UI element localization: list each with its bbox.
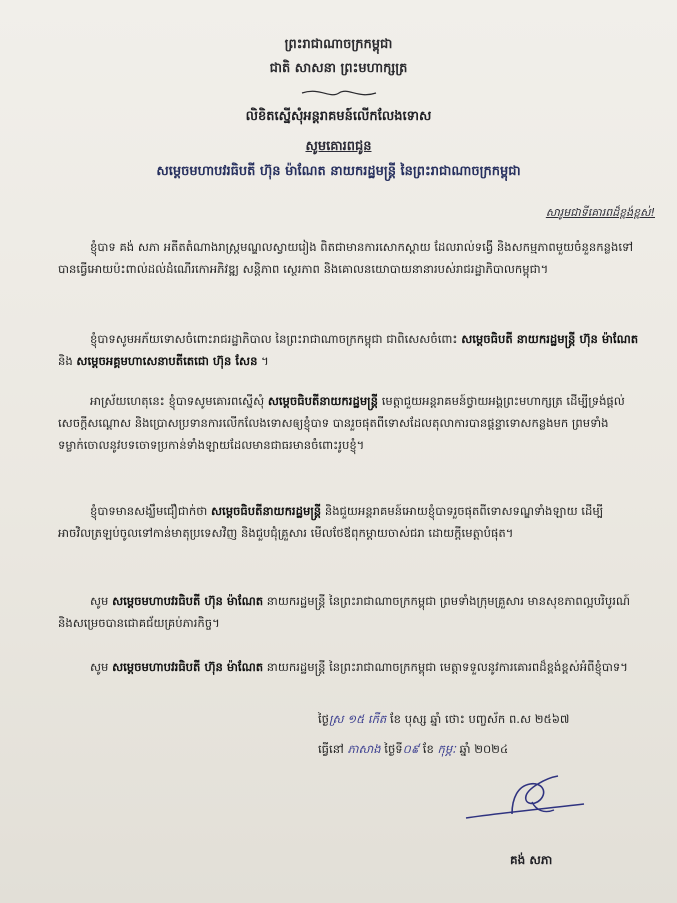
paragraph-3-rest: មេត្តាជួយអន្តរាគមន៍ថ្វាយអង្គព្រះមហាក្សត្រ ដើម្បីទ្រង់ផ្តល់សេចក្តីសណ្តោស និងប្រោសប្រទានការលើកលែងទោសឲ្យខ្ញុំបាទ បានរួចផុតពីទោសដែលតុលាការបានផ្តន្ទាទោសកន្លងមក ព្រមទាំងទម្លាក់ចោលនូវបទចោទប្រកាន់ទាំងឡាយដែលមានជាធរមានចំពោះរូបខ្ញុំ។ xyxy=(58,394,625,452)
solar-year: ឆ្នាំ ២០២៤ xyxy=(459,742,509,756)
paragraph-1-text: ខ្ញុំបាទ គង់ សភា អតីតតំណាងរាស្ត្រមណ្ឌលស្វាយរៀង ពិតជាមានការសោកស្តាយ ដែលរាល់ទង្វើ និងសកម្មភាពមួយចំនួនកន្លងទៅ បានធ្វើអោយប៉ះពាល់ដល់ដំណើរកោអភិវឌ្ឍ សន្តិភាព ស្ថេរភាព និងគោលនយោបាយនានារបស់រាជរដ្ឋាភិបាលកម្ពុជា។ xyxy=(58,240,634,276)
paragraph-2-mid: និង xyxy=(58,354,73,368)
kingdom-header: ព្រះរាជាណាចក្រកម្ពុជា xyxy=(284,37,393,52)
paragraph-3-bold: សម្តេចធិបតីនាយករដ្ឋមន្ត្រី xyxy=(267,394,378,408)
letter-title: លិខិតស្នើសុំអន្តរាគមន៍លើកលែងទោស xyxy=(245,109,432,124)
paragraph-6 xyxy=(58,656,643,678)
solar-date-line xyxy=(318,742,508,759)
paragraph-4-bold: សម្តេចធិបតីនាយករដ្ឋមន្ត្រី xyxy=(210,504,322,518)
paragraph-5-rest: នាយករដ្ឋមន្ត្រី នៃព្រះរាជាណាចក្រកម្ពុជា ព្រមទាំងក្រុមគ្រួសារ មានសុខភាពល្អបរិបូរណ៍ និងសម្រេចបានជោគជ័យគ្រប់ភារកិច្ច។ xyxy=(58,594,631,630)
lunar-date-handwritten: ស្រ ១៥ កើត xyxy=(329,712,387,726)
solar-day-prefix: ថ្ងៃទី xyxy=(384,742,403,756)
signature-mark xyxy=(462,770,592,834)
paragraph-2 xyxy=(58,328,643,372)
lunar-date-rest: ខែ បុស្ស ឆ្នាំ ថោះ បញ្ចស័ក ព.ស ២៥៦៧ xyxy=(389,712,570,726)
place-handwritten: ភាសាង xyxy=(347,742,381,756)
paragraph-3 xyxy=(58,390,643,456)
paragraph-1 xyxy=(58,236,643,280)
solar-day-handwritten: ០៩ xyxy=(402,742,420,756)
ornament-divider xyxy=(300,86,378,100)
paragraph-2-end: ។ xyxy=(261,354,269,368)
paragraph-4-prefix: ខ្ញុំបាទមានសង្ឃឹមជឿជាក់ថា xyxy=(90,504,208,518)
lunar-date-line xyxy=(318,712,569,729)
signatory-name: គង់ សភា xyxy=(510,853,553,867)
paragraph-5 xyxy=(58,590,643,634)
paragraph-4-rest: និងជួយអន្តរាគមន៍អោយខ្ញុំបាទរួចផុតពីទោសទណ្ឌទាំងឡាយ ដើម្បីអាចវិលត្រឡប់ចូលទៅកាន់មាតុប្រទេសវិញ និងជួបជុំគ្រួសារ មើលថែឪពុកម្តាយចាស់ជរា ដោយក្តីមេត្តាបំផុត។ xyxy=(58,504,604,540)
paragraph-5-bold: សម្តេចមហាបវរធិបតី ហ៊ុន ម៉ាណែត xyxy=(112,594,264,608)
paragraph-5-prefix: សូម xyxy=(90,594,109,608)
place-prefix: ធ្វើនៅ xyxy=(318,742,344,756)
paragraph-6-rest: នាយករដ្ឋមន្ត្រី នៃព្រះរាជាណាចក្រកម្ពុជា មេត្តាទទួលនូវការគោរពដ៏ខ្ពង់ខ្ពស់អំពីខ្ញុំបាទ។ xyxy=(266,660,628,674)
national-motto: ជាតិ សាសនា ព្រះមហាក្សត្រ xyxy=(269,61,408,76)
paragraph-2-prefix: ខ្ញុំបាទសូមអភ័យទោសចំពោះរាជរដ្ឋាភិបាល នៃព្រះរាជាណាចក្រកម្ពុជា ជាពិសេសចំពោះ xyxy=(90,332,458,346)
respect-note: សារូមជាទីគោរពដ៏ខ្ពង់ខ្ពស់! xyxy=(545,206,655,219)
solar-month-prefix: ខែ xyxy=(422,742,434,756)
solar-month-handwritten: កុម្ភៈ xyxy=(437,742,456,756)
paragraph-2-bold-2: សម្តេចអគ្គមហាសេនាបតីតេជោ ហ៊ុន សែន xyxy=(76,354,258,368)
paragraph-2-bold-1: សម្តេចធិបតី នាយករដ្ឋមន្ត្រី ហ៊ុន ម៉ាណែត xyxy=(461,332,639,346)
paragraph-6-prefix: សូម xyxy=(90,660,109,674)
paragraph-3-prefix: អាស្រ័យហេតុនេះ ខ្ញុំបាទសូមគោរពស្នើសុំ xyxy=(90,394,265,408)
salutation: សូមគោរពជូន xyxy=(305,139,372,154)
paragraph-6-bold: សម្តេចមហាបវរធិបតី ហ៊ុន ម៉ាណែត xyxy=(112,660,264,674)
lunar-date-prefix: ថ្ងៃ xyxy=(318,712,330,726)
addressee: សម្តេចមហាបវរធិបតី ហ៊ុន ម៉ាណែត នាយករដ្ឋមន្ត្រី នៃព្រះរាជាណាចក្រកម្ពុជា xyxy=(156,164,521,179)
paragraph-4 xyxy=(58,500,643,544)
